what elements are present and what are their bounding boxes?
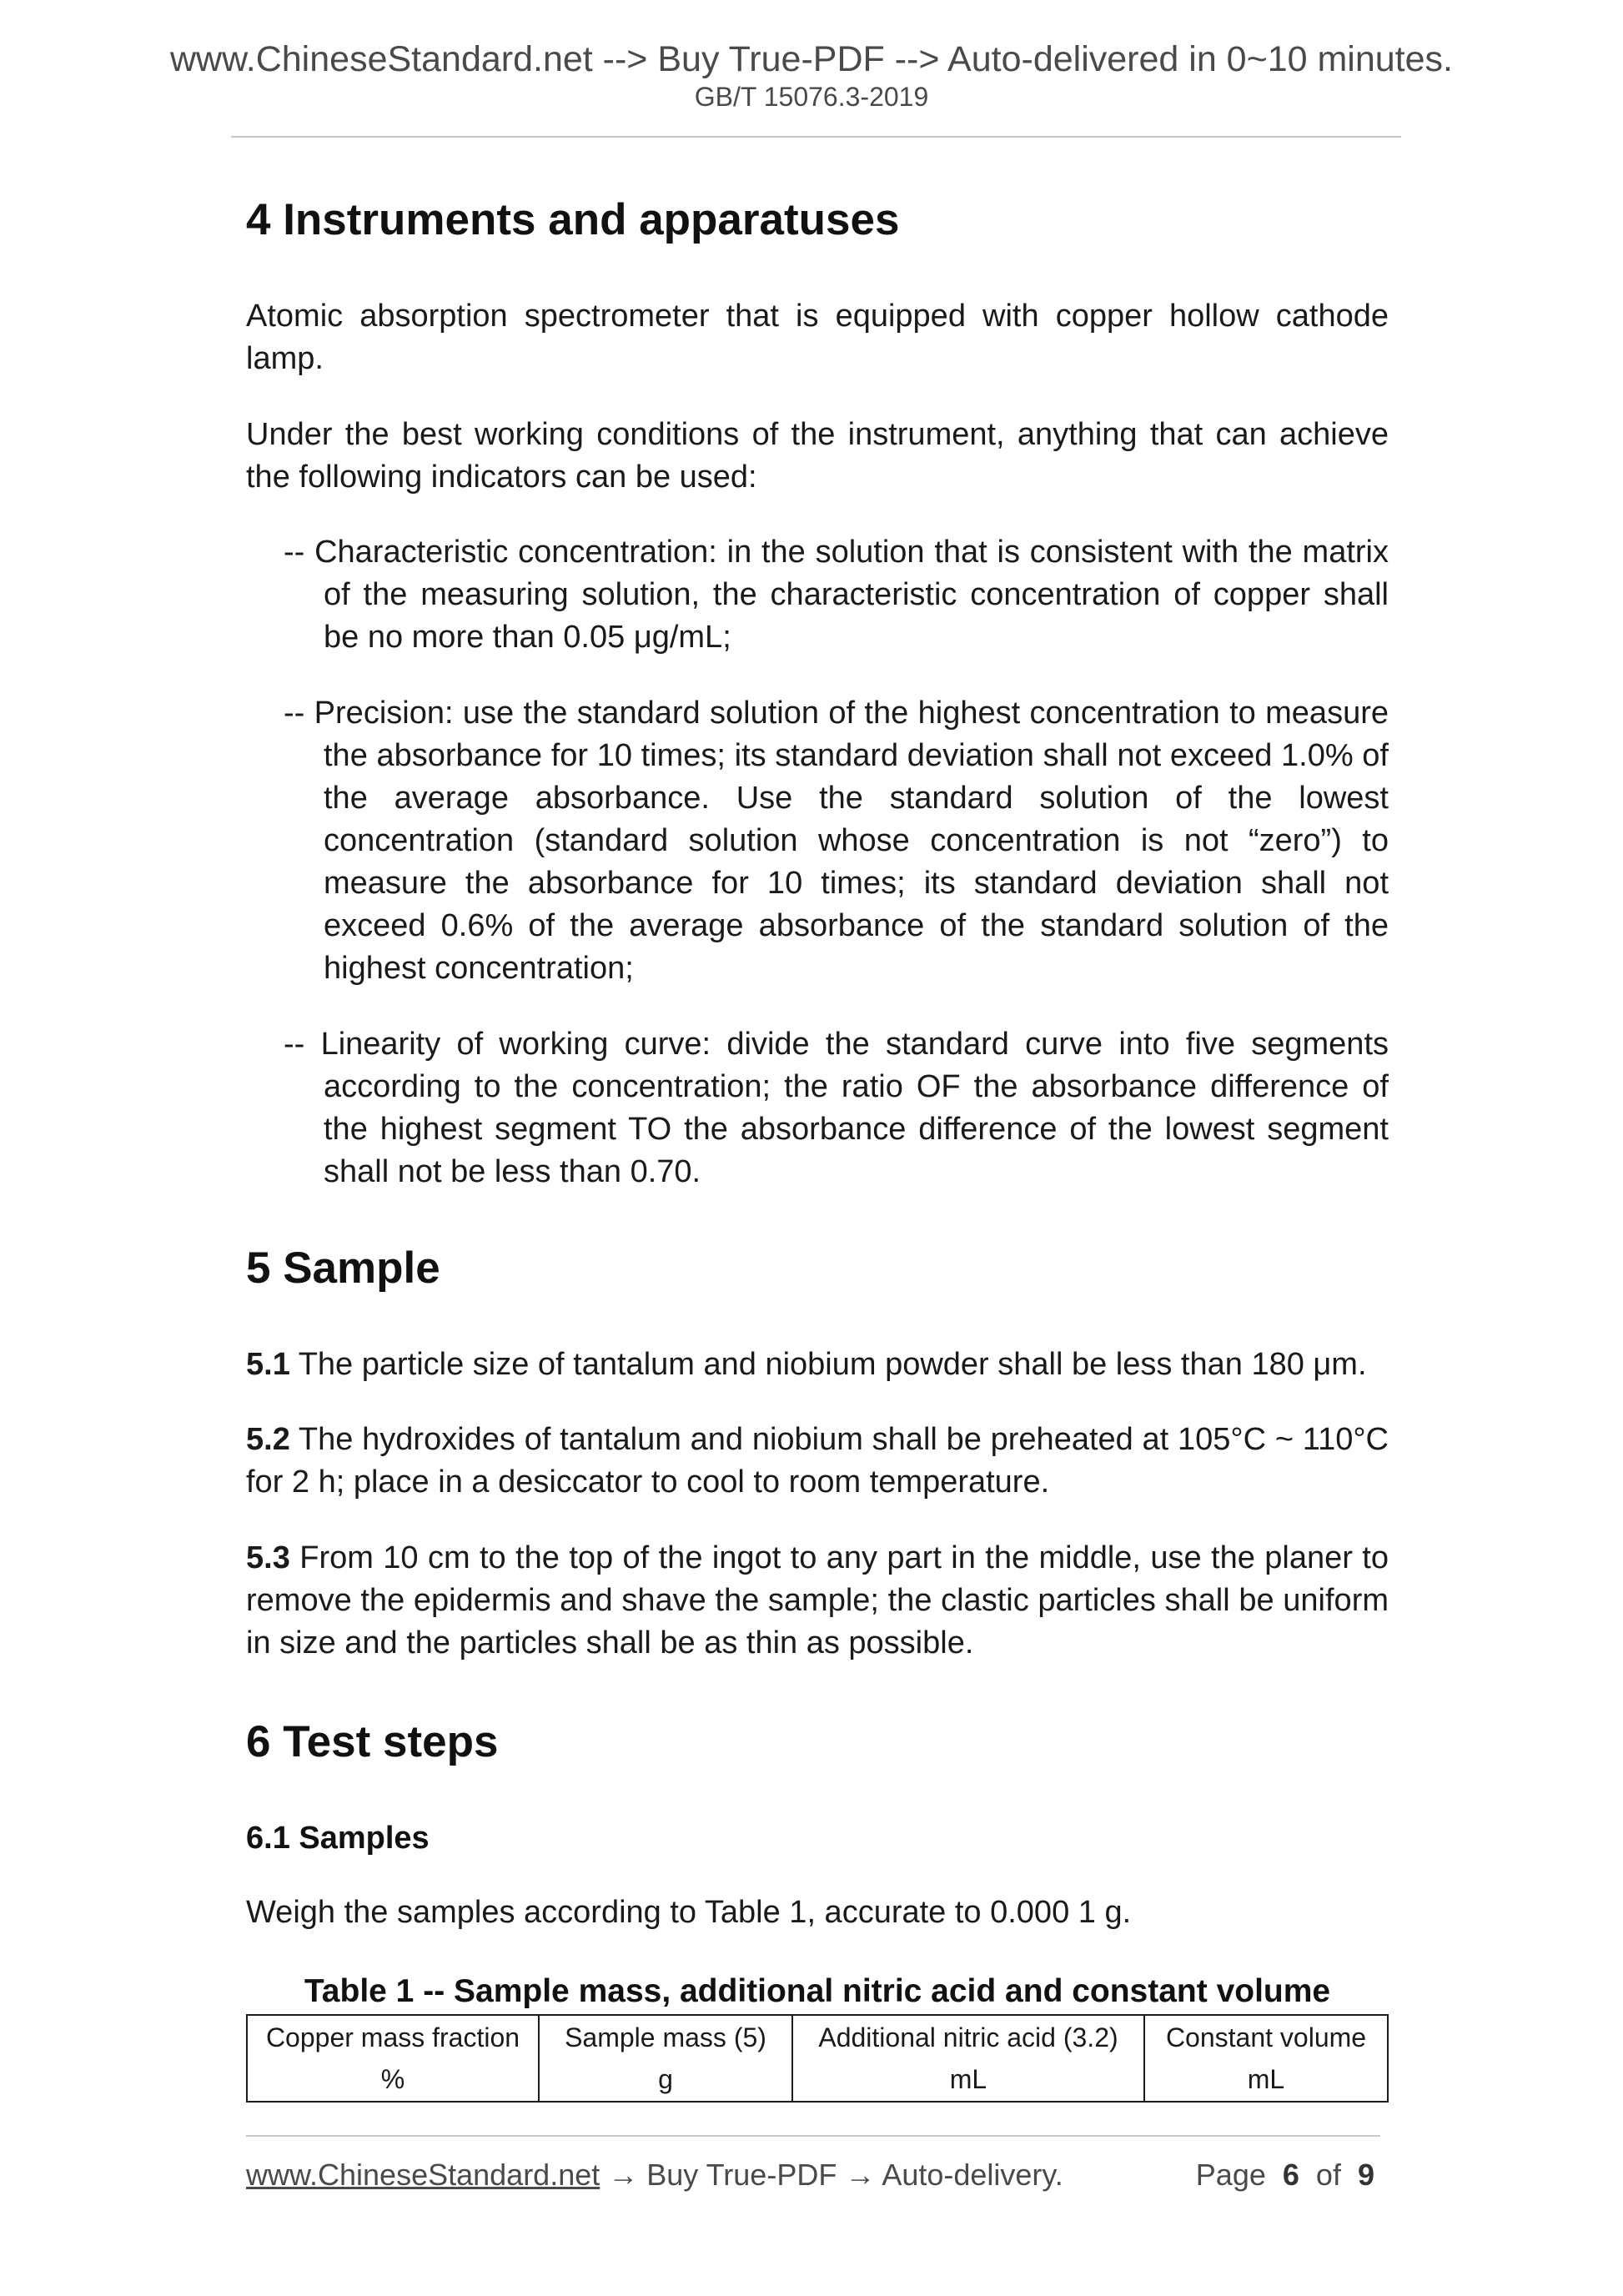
column-name: Additional nitric acid (3.2) — [818, 2022, 1118, 2052]
clause-text: From 10 cm to the top of the ingot to any part in the middle, use the planer to remove the epidermis and shave the sample; the clastic particles shall be uniform in size and the particles shall be as thin as possible. — [246, 1540, 1389, 1660]
page-indicator — [1196, 2160, 1374, 2190]
clause-text: The hydroxides of tantalum and niobium shall be preheated at 105°C ~ 110°C for 2 h; place in a desiccator to cool to room temperature. — [246, 1422, 1389, 1500]
footer-divider — [246, 2135, 1380, 2137]
column-name: Sample mass (5) — [565, 2022, 766, 2052]
indicator-item: -- Linearity of working curve: divide the standard curve into five segments according to the concentration; the ratio OF the absorbance difference of the highest segment TO the absorbance difference of the lowest segment shall not be less than 0.70. — [284, 1027, 1389, 1189]
clause-text: The particle size of tantalum and niobium powder shall be less than 180 μm. — [289, 1347, 1367, 1382]
table-header-cell — [1144, 2015, 1388, 2102]
table-1-caption: Table 1 -- Sample mass, additional nitric acid and constant volume — [304, 1973, 1331, 2009]
column-unit: g — [658, 2064, 673, 2094]
column-unit: mL — [949, 2064, 987, 2094]
page-label: Page — [1195, 2158, 1266, 2192]
section-4-para-2: Under the best working conditions of the instrument, anything that can achieve the following indicators can be used: — [246, 417, 1389, 495]
table-header-cell — [539, 2015, 792, 2102]
section-5-heading: 5 Sample — [246, 1243, 440, 1293]
indicator-item: -- Precision: use the standard solution of the highest concentration to measure the absorbance for 10 times; its standard deviation shall not exceed 1.0% of the average absorbance. Use the standard solution of the lowest concentration (standard solution whose concentration is not “zero”) to measure the absorbance for 10 times; its standard deviation shall not exceed 0.6% of the average absorbance of the standard solution of the highest concentration; — [284, 696, 1389, 986]
header-divider — [231, 136, 1401, 138]
clause-5-1 — [246, 1344, 1389, 1386]
clause-5-3 — [246, 1537, 1389, 1665]
subsection-6-1-heading: 6.1 Samples — [246, 1821, 430, 1856]
column-name: Constant volume — [1165, 2022, 1367, 2052]
table-header-cell — [792, 2015, 1144, 2102]
table-header-row — [247, 2015, 1388, 2102]
standard-number: GB/T 15076.3-2019 — [694, 82, 929, 112]
table-1 — [246, 2014, 1389, 2103]
footer-tagline: → Buy True-PDF → Auto-delivery. — [600, 2158, 1063, 2192]
footer-site-link[interactable]: www.ChineseStandard.net — [246, 2158, 600, 2192]
current-page: 6 — [1282, 2158, 1299, 2192]
column-unit: % — [380, 2064, 405, 2094]
clause-number: 5.3 — [246, 1540, 290, 1575]
footer-text — [246, 2160, 1063, 2190]
site-banner: www.ChineseStandard.net --> Buy True-PDF --> Auto-delivered in 0~10 minutes. — [169, 39, 1453, 79]
table-header-cell — [247, 2015, 539, 2102]
total-pages: 9 — [1357, 2158, 1374, 2192]
section-6-para: Weigh the samples according to Table 1, accurate to 0.000 1 g. — [246, 1895, 1132, 1930]
indicator-item: -- Characteristic concentration: in the solution that is consistent with the matrix of the measuring solution, the characteristic concentration of copper shall be no more than 0.05 μg/mL; — [284, 535, 1389, 655]
section-6-heading: 6 Test steps — [246, 1717, 499, 1766]
section-4-para-1: Atomic absorption spectrometer that is equipped with copper hollow cathode lamp. — [246, 299, 1389, 376]
clause-5-2 — [246, 1419, 1389, 1504]
clause-number: 5.2 — [246, 1422, 290, 1457]
column-name: Copper mass fraction — [265, 2022, 520, 2052]
clause-number: 5.1 — [246, 1347, 290, 1382]
section-4-heading: 4 Instruments and apparatuses — [246, 195, 900, 244]
column-unit: mL — [1247, 2064, 1285, 2094]
of-label: of — [1315, 2158, 1341, 2192]
